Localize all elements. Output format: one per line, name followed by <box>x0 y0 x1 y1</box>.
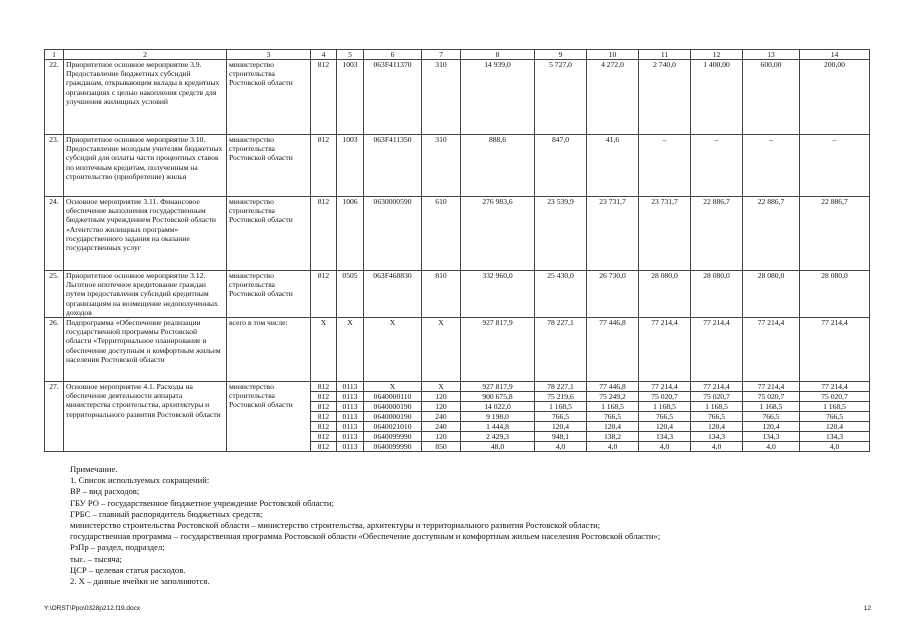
executor: министерство строительства Ростовской области <box>227 382 311 452</box>
year-2024-value: 22 886,7 <box>800 197 870 271</box>
column-number-cell: 11 <box>639 50 691 60</box>
vr-code: 850 <box>422 442 461 452</box>
year-2022-value: 134,3 <box>691 432 743 442</box>
year-2019-value: 78 227,1 <box>535 318 587 382</box>
csr-code: 063F411370 <box>364 60 422 135</box>
table-row <box>45 318 870 382</box>
budget-table <box>44 49 870 452</box>
table-row <box>45 382 870 392</box>
year-2020-value: 41,6 <box>587 135 639 197</box>
rzpr-code: 0113 <box>337 392 364 402</box>
rzpr-code: 0113 <box>337 422 364 432</box>
year-2021-value: – <box>639 135 691 197</box>
rzpr-code: 1003 <box>337 60 364 135</box>
measure-name: Подпрограмма «Обеспечение реализации государственной программы Ростовской области «Территориальное планирование и обеспечение доступным и комфортным жильем населения Ростовской области <box>64 318 227 382</box>
total-value: 48,0 <box>461 442 535 452</box>
note-line: 2. Х – данные ячейки не заполняются. <box>70 576 210 587</box>
grbs-code: 812 <box>311 412 337 422</box>
total-value: 9 198,0 <box>461 412 535 422</box>
column-number-cell: 12 <box>691 50 743 60</box>
year-2024-value: 77 214,4 <box>800 318 870 382</box>
grbs-code: 812 <box>311 442 337 452</box>
rzpr-code: 0505 <box>337 271 364 318</box>
row-number: 22. <box>45 60 64 135</box>
year-2023-value: 28 080,0 <box>743 271 800 318</box>
rzpr-code: 1003 <box>337 135 364 197</box>
column-number-cell: 4 <box>311 50 337 60</box>
column-number-cell: 8 <box>461 50 535 60</box>
table-row <box>45 271 870 318</box>
row-number: 23. <box>45 135 64 197</box>
column-number-cell: 7 <box>422 50 461 60</box>
file-path: Y:\ORST\Ppo\0328p212.f19.docx <box>44 605 141 612</box>
total-value: 332 960,0 <box>461 271 535 318</box>
year-2024-value: 120,4 <box>800 422 870 432</box>
executor: всего в том числе: <box>227 318 311 382</box>
year-2019-value: 4,0 <box>535 442 587 452</box>
note-line: РзПр – раздел, подраздел; <box>70 542 165 553</box>
year-2024-value: – <box>800 135 870 197</box>
year-2021-value: 77 214,4 <box>639 382 691 392</box>
total-value: 927 817,9 <box>461 382 535 392</box>
year-2024-value: 77 214,4 <box>800 382 870 392</box>
rzpr-code: 0113 <box>337 402 364 412</box>
year-2022-value: 77 214,4 <box>691 318 743 382</box>
rzpr-code: 1006 <box>337 197 364 271</box>
year-2022-value: 1 168,5 <box>691 402 743 412</box>
executor: министерство строительства Ростовской области <box>227 271 311 318</box>
csr-code: 0640021010 <box>364 422 422 432</box>
year-2019-value: 948,1 <box>535 432 587 442</box>
year-2021-value: 134,3 <box>639 432 691 442</box>
vr-code: 120 <box>422 402 461 412</box>
year-2020-value: 1 168,5 <box>587 402 639 412</box>
total-value: 14 939,0 <box>461 60 535 135</box>
year-2023-value: 600,00 <box>743 60 800 135</box>
note-line: ВР – вид расходов; <box>70 486 140 497</box>
year-2022-value: 766,5 <box>691 412 743 422</box>
year-2020-value: 4 272,0 <box>587 60 639 135</box>
year-2020-value: 26 730,0 <box>587 271 639 318</box>
vr-code: 240 <box>422 422 461 432</box>
note-line: ЦСР – целевая статья расходов. <box>70 564 186 575</box>
grbs-code: Х <box>311 318 337 382</box>
executor: министерство строительства Ростовской области <box>227 60 311 135</box>
row-number: 27. <box>45 382 64 452</box>
executor: министерство строительства Ростовской области <box>227 197 311 271</box>
grbs-code: 812 <box>311 432 337 442</box>
year-2022-value: 28 080,0 <box>691 271 743 318</box>
column-number-cell: 9 <box>535 50 587 60</box>
year-2021-value: 120,4 <box>639 422 691 432</box>
csr-code: 0640099990 <box>364 442 422 452</box>
vr-code: 610 <box>422 197 461 271</box>
table-row <box>45 135 870 197</box>
row-number: 25. <box>45 271 64 318</box>
total-value: 276 983,6 <box>461 197 535 271</box>
year-2021-value: 23 731,7 <box>639 197 691 271</box>
column-number-cell: 3 <box>227 50 311 60</box>
grbs-code: 812 <box>311 382 337 392</box>
row-number: 26. <box>45 318 64 382</box>
year-2020-value: 766,5 <box>587 412 639 422</box>
year-2022-value: 1 400,00 <box>691 60 743 135</box>
rzpr-code: Х <box>337 318 364 382</box>
table-row <box>45 60 870 135</box>
column-number-cell: 1 <box>45 50 64 60</box>
year-2020-value: 23 731,7 <box>587 197 639 271</box>
year-2023-value: 120,4 <box>743 422 800 432</box>
column-number-cell: 5 <box>337 50 364 60</box>
note-line: государственная программа – государственная программа Ростовской области «Обеспечение доступным и комфортным жильем населения Ростовской области»; <box>70 531 661 542</box>
vr-code: 120 <box>422 432 461 442</box>
grbs-code: 812 <box>311 422 337 432</box>
year-2023-value: 77 214,4 <box>743 382 800 392</box>
total-value: 14 022,0 <box>461 402 535 412</box>
year-2023-value: 134,3 <box>743 432 800 442</box>
year-2024-value: 766,5 <box>800 412 870 422</box>
measure-name: Приоритетное основное мероприятие 3.12. Льготное ипотечное кредитование граждан путем предоставления субсидий кредитным организациям на возмещение недополученных доходов <box>64 271 227 318</box>
grbs-code: 812 <box>311 392 337 402</box>
csr-code: 0640000190 <box>364 402 422 412</box>
year-2020-value: 77 446,8 <box>587 382 639 392</box>
measure-name: Основное мероприятие 3.11. Финансовое обеспечение выполнения государственным бюджетным учреждением Ростовской области «Агентство жилищных программ» государственного задания на оказание государственных услуг <box>64 197 227 271</box>
total-value: 888,6 <box>461 135 535 197</box>
year-2023-value: 4,0 <box>743 442 800 452</box>
year-2023-value: 75 020,7 <box>743 392 800 402</box>
year-2022-value: – <box>691 135 743 197</box>
year-2020-value: 120,4 <box>587 422 639 432</box>
grbs-code: 812 <box>311 135 337 197</box>
vr-code: 310 <box>422 135 461 197</box>
year-2021-value: 2 740,0 <box>639 60 691 135</box>
year-2021-value: 77 214,4 <box>639 318 691 382</box>
csr-code: 0640000110 <box>364 392 422 402</box>
year-2022-value: 75 020,7 <box>691 392 743 402</box>
year-2019-value: 5 727,0 <box>535 60 587 135</box>
csr-code: 0630000590 <box>364 197 422 271</box>
grbs-code: 812 <box>311 60 337 135</box>
column-number-row <box>45 50 870 60</box>
csr-code: 063F411350 <box>364 135 422 197</box>
rzpr-code: 0113 <box>337 432 364 442</box>
year-2022-value: 22 886,7 <box>691 197 743 271</box>
year-2024-value: 200,00 <box>800 60 870 135</box>
rzpr-code: 0113 <box>337 442 364 452</box>
year-2023-value: 77 214,4 <box>743 318 800 382</box>
csr-code: 0640099990 <box>364 432 422 442</box>
vr-code: 810 <box>422 271 461 318</box>
csr-code: Х <box>364 318 422 382</box>
notes-block <box>70 464 870 587</box>
year-2019-value: 766,5 <box>535 412 587 422</box>
year-2024-value: 4,0 <box>800 442 870 452</box>
grbs-code: 812 <box>311 197 337 271</box>
rzpr-code: 0113 <box>337 382 364 392</box>
year-2022-value: 4,0 <box>691 442 743 452</box>
year-2020-value: 4,0 <box>587 442 639 452</box>
table-row <box>45 197 870 271</box>
year-2019-value: 23 539,9 <box>535 197 587 271</box>
csr-code: Х <box>364 382 422 392</box>
total-value: 927 817,9 <box>461 318 535 382</box>
note-line: министерство строительства Ростовской области – министерство строительства, архитектуры и территориального развития Ростовской области; <box>70 520 601 531</box>
year-2019-value: 847,0 <box>535 135 587 197</box>
column-number-cell: 6 <box>364 50 422 60</box>
year-2020-value: 77 446,8 <box>587 318 639 382</box>
total-value: 1 444,8 <box>461 422 535 432</box>
vr-code: 240 <box>422 412 461 422</box>
note-line: 1. Список используемых сокращений: <box>70 475 210 486</box>
year-2019-value: 1 168,5 <box>535 402 587 412</box>
note-line: тыс. – тысяча; <box>70 553 122 564</box>
year-2024-value: 134,3 <box>800 432 870 442</box>
year-2023-value: 22 886,7 <box>743 197 800 271</box>
year-2022-value: 77 214,4 <box>691 382 743 392</box>
note-line: ГБУ РО – государственное бюджетное учреждение Ростовской области; <box>70 497 334 508</box>
column-number-cell: 2 <box>64 50 227 60</box>
column-number-cell: 13 <box>743 50 800 60</box>
total-value: 900 675,8 <box>461 392 535 402</box>
total-value: 2 429,3 <box>461 432 535 442</box>
executor: министерство строительства Ростовской области <box>227 135 311 197</box>
year-2023-value: 766,5 <box>743 412 800 422</box>
measure-name: Основное мероприятие 4.1. Расходы на обеспечение деятельности аппарата министерства строительства, архитектуры и территориального развития Ростовской области <box>64 382 227 452</box>
year-2024-value: 28 080,0 <box>800 271 870 318</box>
year-2019-value: 25 430,0 <box>535 271 587 318</box>
row-number: 24. <box>45 197 64 271</box>
rzpr-code: 0113 <box>337 412 364 422</box>
note-line: ГРБС – главный распорядитель бюджетных средств; <box>70 508 263 519</box>
year-2019-value: 78 227,1 <box>535 382 587 392</box>
year-2021-value: 75 020,7 <box>639 392 691 402</box>
grbs-code: 812 <box>311 402 337 412</box>
year-2019-value: 75 219,6 <box>535 392 587 402</box>
year-2021-value: 4,0 <box>639 442 691 452</box>
year-2021-value: 766,5 <box>639 412 691 422</box>
year-2021-value: 1 168,5 <box>639 402 691 412</box>
vr-code: Х <box>422 318 461 382</box>
year-2024-value: 1 168,5 <box>800 402 870 412</box>
year-2023-value: 1 168,5 <box>743 402 800 412</box>
column-number-cell: 10 <box>587 50 639 60</box>
vr-code: 310 <box>422 60 461 135</box>
year-2021-value: 28 080,0 <box>639 271 691 318</box>
year-2024-value: 75 020,7 <box>800 392 870 402</box>
vr-code: Х <box>422 382 461 392</box>
csr-code: 0640000190 <box>364 412 422 422</box>
grbs-code: 812 <box>311 271 337 318</box>
year-2020-value: 75 249,2 <box>587 392 639 402</box>
year-2023-value: – <box>743 135 800 197</box>
vr-code: 120 <box>422 392 461 402</box>
column-number-cell: 14 <box>800 50 870 60</box>
page-number: 12 <box>863 605 871 612</box>
year-2020-value: 138,2 <box>587 432 639 442</box>
notes-heading: Примечание. <box>70 464 118 474</box>
table-body <box>45 50 870 452</box>
year-2022-value: 120,4 <box>691 422 743 432</box>
csr-code: 063F468830 <box>364 271 422 318</box>
measure-name: Приоритетное основное мероприятие 3.10. Предоставление молодым учителям бюджетных субсидий для оплаты части процентных ставок по ипотечным кредитам, полученным на строительство (приобретение) жилья <box>64 135 227 197</box>
measure-name: Приоритетное основное мероприятие 3.9. Предоставление бюджетных субсидий гражданам, открывающим вклады в кредитных организациях с целью накопления средств для улучшения жилищных условий <box>64 60 227 135</box>
year-2019-value: 120,4 <box>535 422 587 432</box>
